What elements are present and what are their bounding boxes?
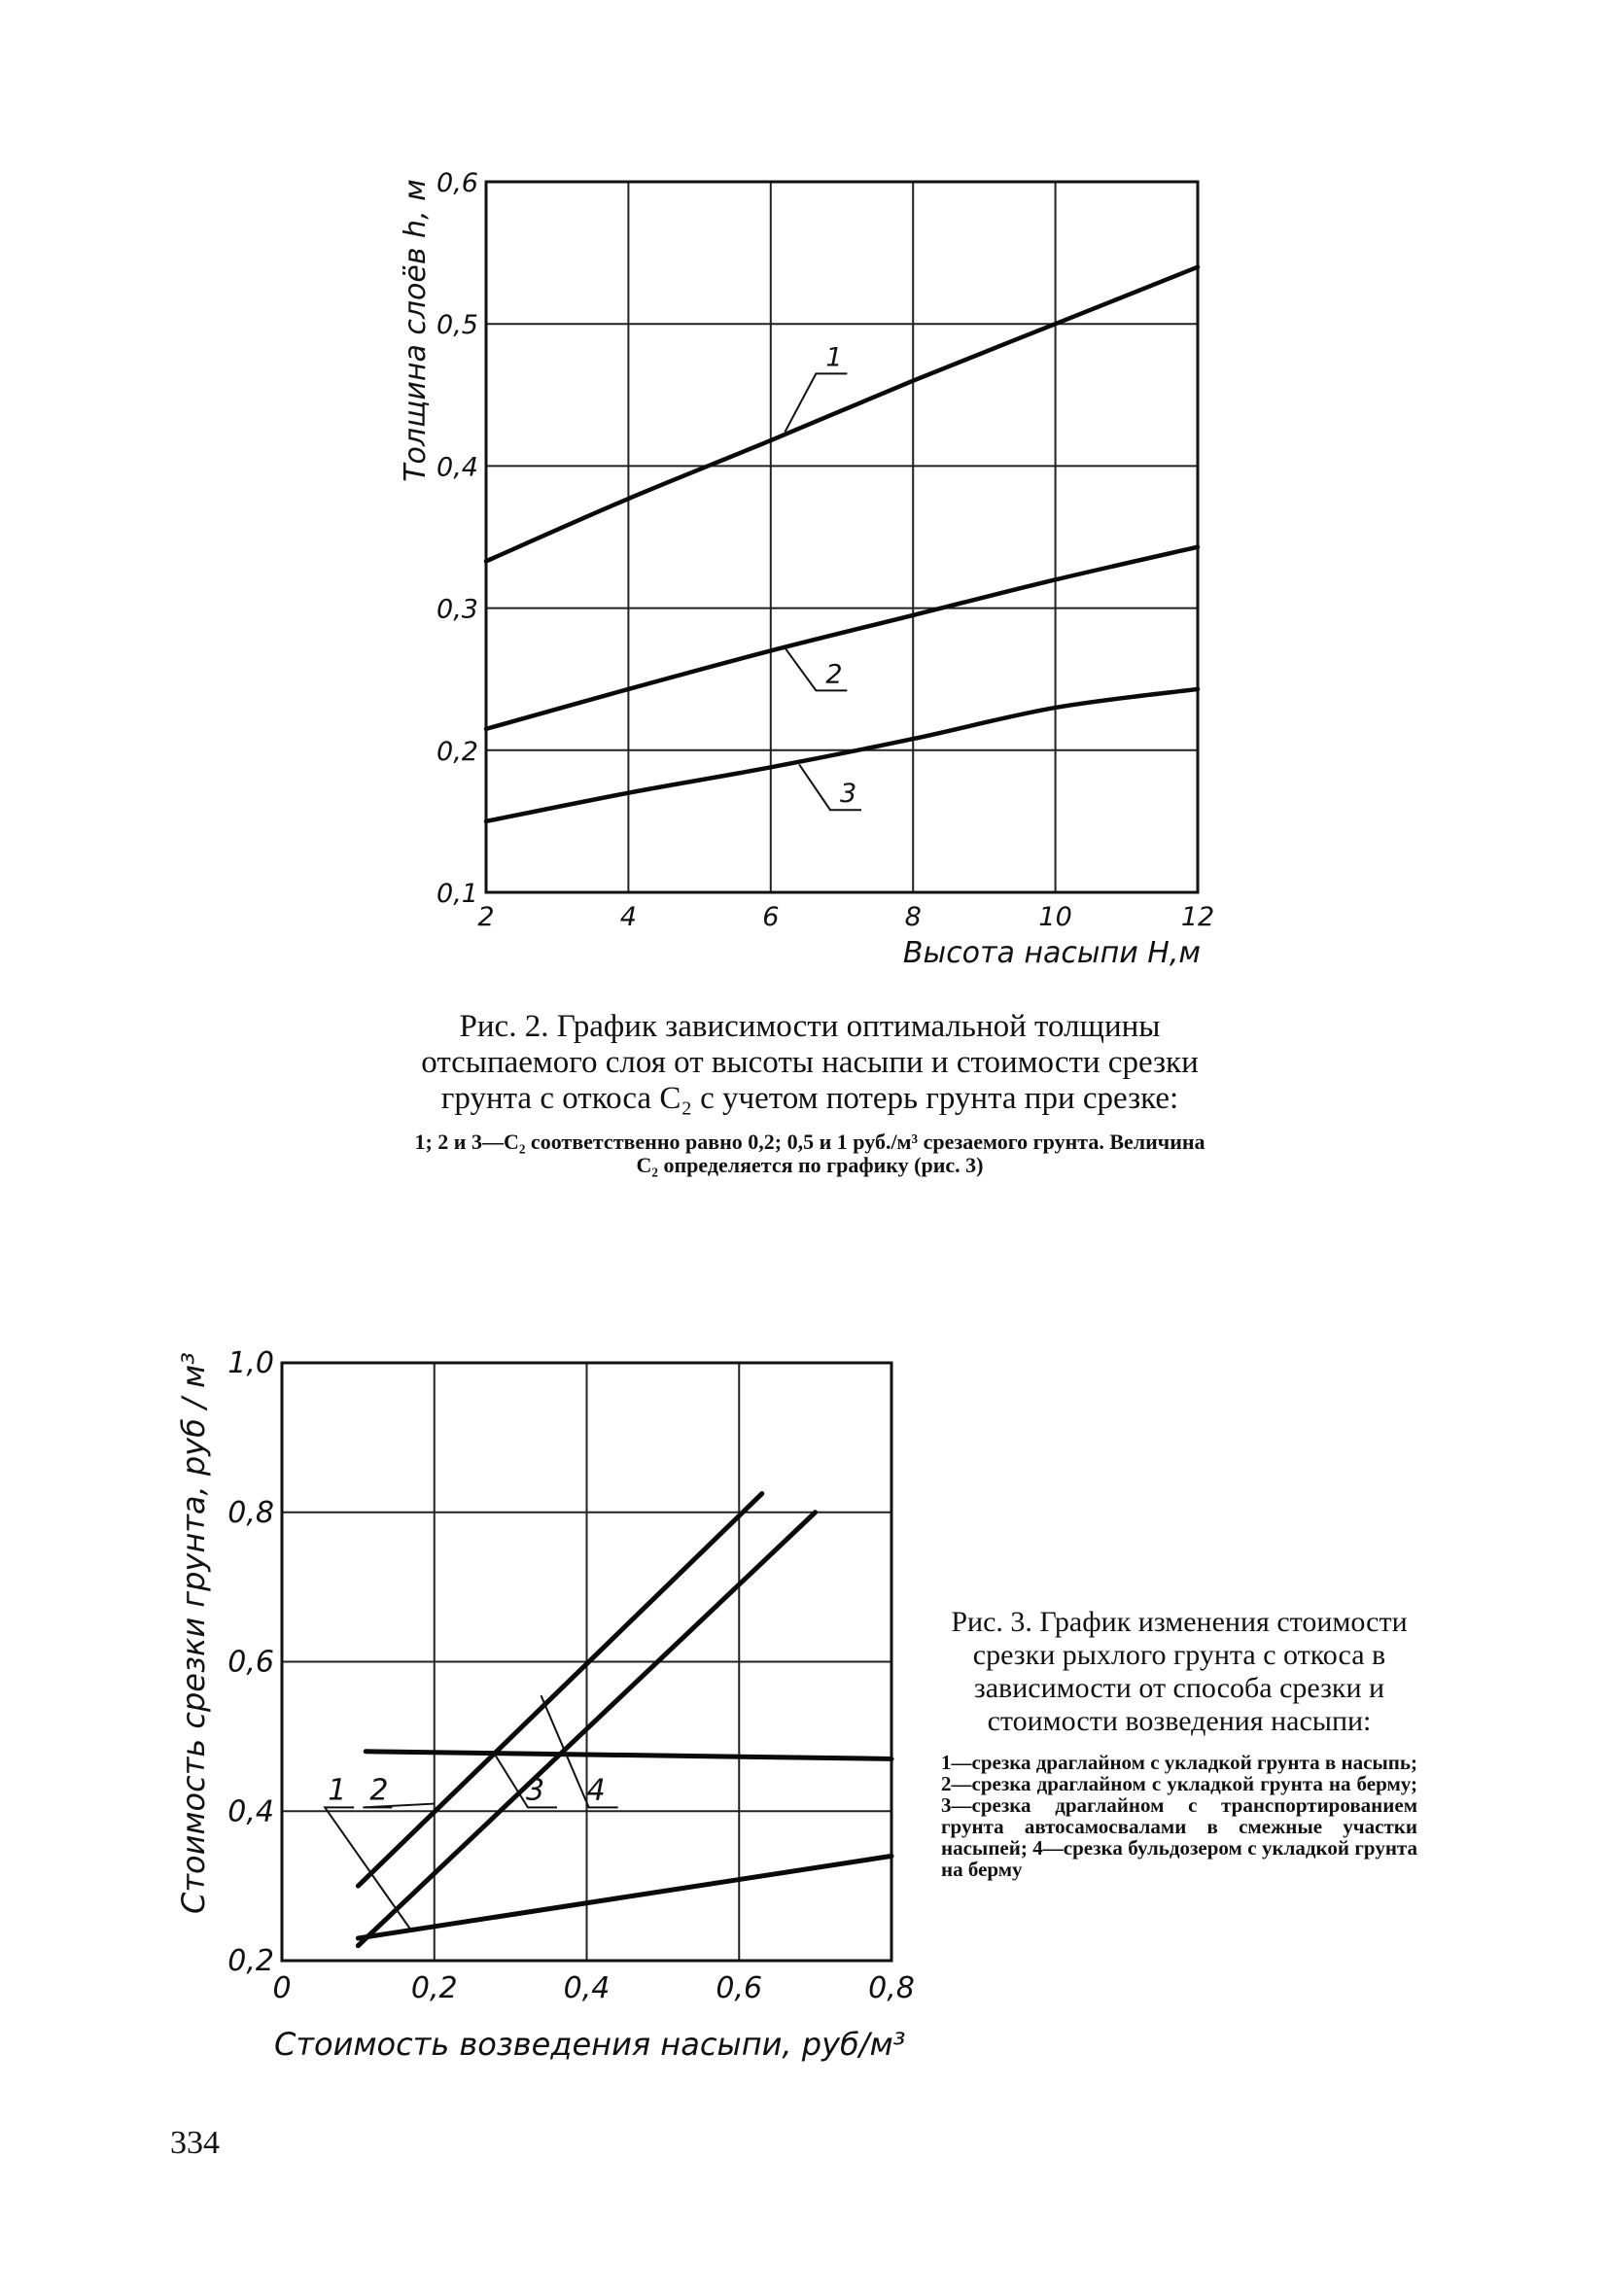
fig3-caption-body: 1—срезка драглайном с укладкой грунта в насыпь; 2—срезка драглайном с укладкой грунта на берму; 3—срезка драглайном с транспортированием грунта автосамосвалами в смежные участки насыпей; 4—срезка бульдозером с укладкой грунта на берму [941, 1751, 1417, 1881]
fig2-series-label-3: 3 [840, 779, 857, 810]
page-number: 334 [170, 2125, 220, 2161]
fig3-x-ticks [272, 1971, 914, 2005]
fig3-series-label-1: 1 [328, 1773, 347, 1808]
fig3-x-tick-label: 0,8 [868, 1971, 915, 2005]
fig3-y-tick-label: 0,8 [227, 1495, 274, 1530]
fig2-series-label-2: 2 [825, 659, 843, 690]
fig3-x-tick-label: 0,4 [563, 1971, 611, 2005]
fig3-series-label-3: 3 [525, 1773, 545, 1808]
fig2-x-tick-label: 12 [1180, 902, 1215, 932]
fig2-x-axis-label: Высота насыпи H,м [902, 936, 1201, 970]
fig2-series-line-1 [486, 267, 1198, 562]
fig3-caption-title: Рис. 3. График изменения стоимости срезки рыхлого грунта с откоса в зависимости от способа срезки и стоимости возведения насыпи: [951, 1606, 1408, 1737]
fig3-x-tick-label: 0,6 [716, 1971, 763, 2005]
fig2-caption-body: 1; 2 и 3—C₂ соответственно равно 0,2; 0,5 и 1 руб./м³ срезаемого грунта. Величина C₂ определяется по графику (рис. 3) [414, 1130, 1205, 1177]
fig3-series-label-2: 2 [369, 1773, 389, 1808]
fig2-x-tick-label: 8 [904, 902, 922, 932]
fig2-y-tick-label: 0,6 [437, 168, 478, 198]
fig2-x-tick-label: 4 [619, 902, 637, 932]
fig3-series-leader-1 [325, 1807, 411, 1931]
fig2-series-label-1: 1 [825, 342, 843, 373]
fig2-y-tick-label: 0,2 [437, 736, 478, 767]
fig3-series-line-4 [366, 1752, 891, 1759]
fig3-y-ticks [227, 1346, 274, 1978]
fig3-y-tick-label: 0,2 [227, 1944, 274, 1978]
fig2-caption-title: Рис. 2. График зависимости оптимальной толщины отсыпаемого слоя от высоты насыпи и стоимости срезки грунта с откоса C₂ с учетом потерь грунта при срезке: [421, 1009, 1199, 1116]
fig3-caption [941, 1606, 1417, 1880]
fig3-y-tick-label: 0,4 [227, 1794, 274, 1829]
fig2-chart [399, 168, 1214, 970]
fig3-series [358, 1494, 891, 1946]
fig3-x-axis-label: Стоимость возведения насыпи, руб/м³ [274, 2026, 906, 2063]
fig2-caption [406, 1009, 1213, 1177]
fig2-y-ticks [437, 168, 478, 909]
fig2-y-tick-label: 0,5 [437, 310, 478, 341]
fig2-x-tick-label: 6 [762, 902, 780, 932]
fig3-x-tick-label: 0,2 [410, 1971, 458, 2005]
fig3-series-line-1 [358, 1494, 761, 1887]
fig3-series-labels [325, 1695, 617, 1931]
fig3-x-tick-label: 0 [272, 1971, 292, 2005]
fig2-series-labels [785, 342, 861, 810]
fig3-y-tick-label: 0,6 [227, 1645, 274, 1680]
fig2-x-ticks [477, 902, 1214, 932]
fig3-series-label-4: 4 [586, 1773, 606, 1808]
fig2-y-tick-label: 0,1 [437, 879, 478, 909]
fig2-y-axis-label: Толщина слоёв h, м [399, 179, 433, 482]
fig2-x-tick-label: 2 [477, 902, 495, 932]
fig3-y-tick-label: 1,0 [227, 1346, 274, 1380]
fig2-y-tick-label: 0,3 [437, 594, 478, 625]
fig3-y-axis-label: Стоимость срезки грунта, руб / м³ [175, 1352, 212, 1914]
fig2-y-tick-label: 0,4 [437, 452, 478, 483]
fig2-x-tick-label: 10 [1038, 902, 1072, 932]
fig3-chart [175, 1346, 915, 2063]
